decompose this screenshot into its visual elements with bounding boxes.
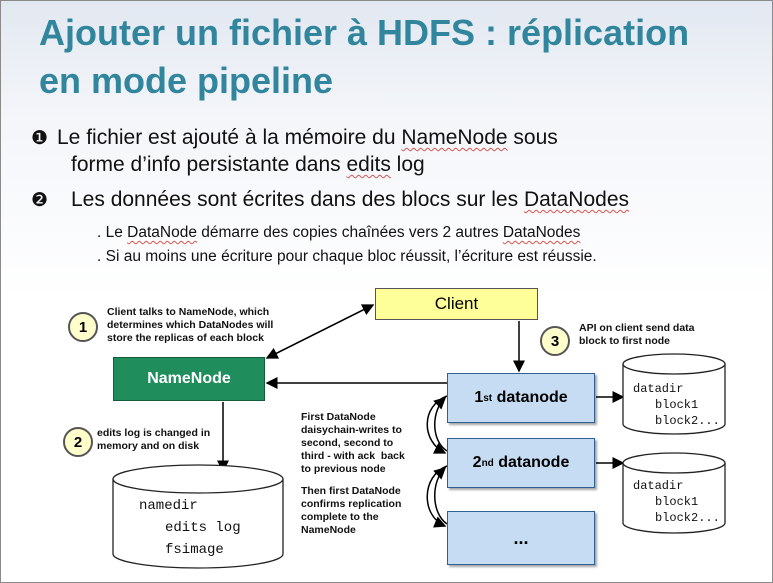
datadir1-line-2: block1 xyxy=(655,398,699,412)
datanode-2-num: 2 xyxy=(472,454,482,471)
pipeline-arrow-2-up xyxy=(435,468,447,524)
bullet-1-text-a: Le fichier est ajouté à la mémoire du xyxy=(57,126,402,149)
bullet-1-term-namenode: NameNode xyxy=(401,126,508,149)
step-3-line-2: block to first node xyxy=(579,335,671,347)
sub-bullet-1-term-a: DataNode xyxy=(127,224,197,241)
bullet-1-term-edits: edits xyxy=(346,153,391,176)
step-2-note xyxy=(97,427,210,453)
datanode-1-text: datanode xyxy=(492,389,568,406)
step-1-line-1: Client talks to NameNode, which xyxy=(107,306,270,318)
bullet-2-text: Les données sont écrites dans des blocs sur les xyxy=(71,188,524,211)
step-3-note xyxy=(579,322,695,348)
datadir2-line-3: block2... xyxy=(655,511,720,525)
confirm-line-4: NameNode xyxy=(301,524,356,536)
pipeline-arrow-2-down xyxy=(427,466,447,526)
datadir1-line-1: datadir xyxy=(633,382,684,396)
namedir-disk-label xyxy=(139,495,241,561)
client-box: Client xyxy=(375,288,538,320)
pipeline-line-3: second, second to xyxy=(301,437,394,449)
pipeline-line-2: daisychain-writes to xyxy=(301,424,402,436)
datanode-2-text: datanode xyxy=(493,454,570,471)
datanode-1-box xyxy=(447,373,595,423)
sub-bullet-2: . Si au moins une écriture pour chaque bloc réussit, l’écriture est réussie. xyxy=(97,248,597,265)
step-2-line-1: edits log is changed in xyxy=(97,427,211,439)
step-1-line-3: store the replicas of each block xyxy=(107,332,264,344)
sub-bullet-1-term-b: DataNodes xyxy=(502,224,581,241)
sub-bullet-1-text-a: . Le xyxy=(97,224,128,241)
datadir2-line-2: block1 xyxy=(655,495,699,509)
bullet-1-text-b: sous xyxy=(507,126,558,149)
step-2-line-2: memory and on disk xyxy=(97,440,200,452)
bullet-2-term-datanodes: DataNodes xyxy=(523,188,629,211)
title-line-2: en mode pipeline xyxy=(39,60,334,101)
step-3-line-1: API on client send data xyxy=(579,322,695,334)
confirm-line-3: complete to the xyxy=(301,511,379,523)
confirm-line-1: Then first DataNode xyxy=(301,485,401,497)
namedir-line-2: edits log xyxy=(165,520,241,536)
confirm-note xyxy=(301,485,401,537)
datanode-1-sup: st xyxy=(483,392,493,404)
step-1-line-2: determines which DataNodes will xyxy=(107,319,274,331)
step-2-circle: 2 xyxy=(63,427,93,457)
bullet-1-text-c: forme d’info persistante dans xyxy=(71,153,347,176)
datadir-disk-1-label xyxy=(633,381,720,429)
datanode-2-box xyxy=(447,438,595,488)
pipeline-line-5: to previous node xyxy=(301,463,386,475)
arrow-namenode-client xyxy=(267,305,373,358)
datanode-2-sup: nd xyxy=(481,457,494,469)
pipeline-arrow-1-down xyxy=(427,396,447,453)
pipeline-arrow-1-up xyxy=(435,398,447,451)
namedir-line-1: namedir xyxy=(139,498,198,514)
datanode-1-num: 1 xyxy=(474,389,484,406)
confirm-line-2: confirms replication xyxy=(301,498,402,510)
datadir2-line-1: datadir xyxy=(633,479,684,493)
title-line-1: Ajouter un fichier à HDFS : réplication xyxy=(39,12,690,53)
namedir-line-3: fsimage xyxy=(165,542,224,558)
datanode-3-box: ... xyxy=(447,511,595,565)
step-1-note xyxy=(107,306,273,345)
bullet-1-text-d: log xyxy=(390,153,425,176)
bullet-1-marker: ❶ xyxy=(31,128,49,149)
step-1-circle: 1 xyxy=(68,312,98,342)
bullet-2-marker: ❷ xyxy=(31,190,49,211)
namenode-box: NameNode xyxy=(113,357,265,401)
pipeline-line-4: third - with ack back xyxy=(301,450,405,462)
datadir1-line-3: block2... xyxy=(655,414,720,428)
datadir-disk-2-label xyxy=(633,478,720,526)
step-3-circle: 3 xyxy=(540,326,570,356)
pipeline-note xyxy=(301,411,405,476)
pipeline-line-1: First DataNode xyxy=(301,411,376,423)
sub-bullet-1-text-b: démarre des copies chaînées vers 2 autres xyxy=(196,224,503,241)
